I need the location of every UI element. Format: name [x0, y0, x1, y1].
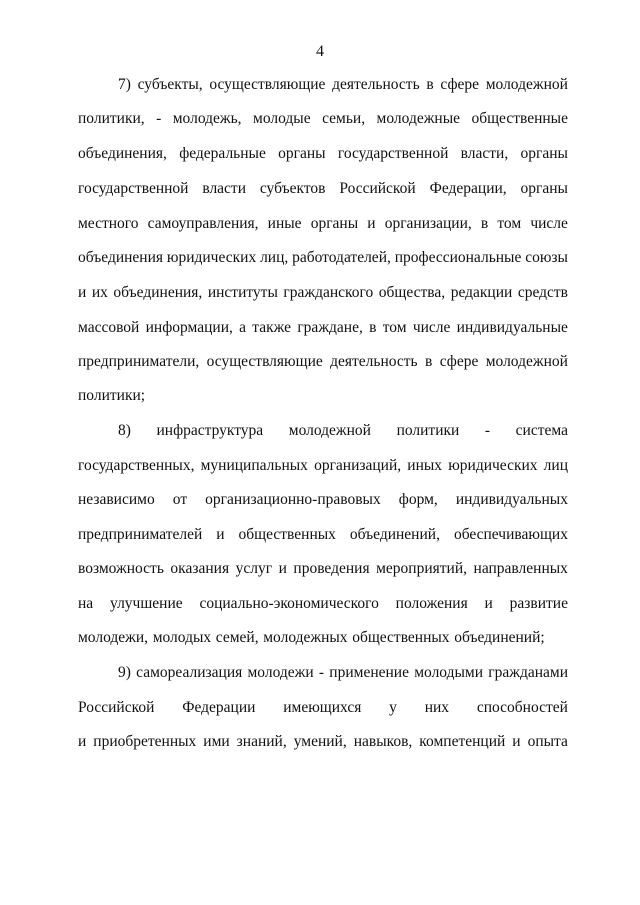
word: в: [425, 353, 433, 370]
word: молодыми: [414, 664, 484, 681]
word: и: [78, 733, 87, 750]
word: оказания: [170, 560, 230, 577]
word: также: [252, 319, 292, 336]
word: имеющихся: [283, 699, 362, 716]
word: и: [484, 595, 493, 612]
word: компетенций: [419, 733, 506, 750]
word: том: [382, 319, 407, 336]
text-line: [78, 385, 568, 407]
word: молодежной: [485, 76, 568, 93]
word: политики,: [78, 110, 145, 127]
word: осуществляющие: [206, 353, 323, 370]
word: а: [239, 319, 247, 336]
word: государственной: [337, 145, 449, 162]
word: информации,: [145, 319, 233, 336]
word: независимо: [78, 491, 155, 508]
word: положения: [395, 595, 468, 612]
word: способностей: [476, 699, 568, 716]
word: -: [484, 422, 491, 439]
word: в: [480, 215, 489, 232]
word: общества,: [378, 284, 446, 301]
word: том: [497, 215, 522, 232]
word: редакции: [450, 284, 513, 301]
word: юридических: [166, 249, 257, 266]
word: молодежи: [247, 664, 314, 681]
word: мероприятий,: [376, 560, 468, 577]
word: 9): [118, 664, 131, 681]
word: развитие: [509, 595, 568, 612]
word: Федерации,: [429, 180, 507, 197]
word: профессиональные: [394, 249, 522, 266]
text-line: [78, 213, 568, 235]
text-line: [78, 489, 568, 511]
word: местного: [78, 215, 139, 232]
word: молодежные: [376, 110, 461, 127]
word: граждане,: [297, 319, 363, 336]
word: гражданами: [488, 664, 568, 681]
word: и: [367, 215, 376, 232]
word: лиц,: [260, 249, 289, 266]
word: организационно-правовых: [205, 491, 381, 508]
text-line: [118, 420, 568, 442]
text-line: [78, 178, 568, 200]
text-line: [78, 558, 568, 580]
word: в: [426, 76, 434, 93]
word: система: [515, 422, 568, 439]
word: семьи,: [322, 110, 366, 127]
word: них: [424, 699, 450, 716]
word: лиц: [543, 457, 568, 474]
word: и: [512, 733, 521, 750]
word: Федерации: [182, 699, 256, 716]
word: органы: [520, 180, 568, 197]
word: сфере: [439, 353, 479, 370]
text-line: [78, 108, 568, 130]
word: в: [369, 319, 377, 336]
word: возможность: [78, 560, 164, 577]
text-line: [78, 455, 568, 477]
text-line: [78, 143, 568, 165]
word: юридических: [448, 457, 538, 474]
word: общественных: [238, 526, 336, 543]
word: умений,: [293, 733, 347, 750]
word: федеральные: [179, 145, 266, 162]
word: институты: [207, 284, 278, 301]
word: молодежной: [485, 353, 568, 370]
word: организации,: [384, 215, 472, 232]
word: молодежи,: [78, 629, 149, 646]
word: предпринимателей: [78, 526, 203, 543]
text-line: [78, 524, 568, 546]
word: иные: [267, 215, 302, 232]
word: и: [278, 560, 287, 577]
word: органы: [520, 145, 568, 162]
word: 8): [118, 422, 131, 439]
word: самореализация: [136, 664, 243, 681]
word: на: [78, 595, 94, 612]
text-line: [118, 662, 568, 684]
word: предприниматели,: [78, 353, 200, 370]
text-line: [78, 351, 568, 373]
word: Российской: [339, 180, 416, 197]
word: форм,: [398, 491, 438, 508]
word: организаций,: [314, 457, 402, 474]
word: приобретенных: [93, 733, 197, 750]
text-line: [118, 74, 568, 96]
word: власти,: [460, 145, 509, 162]
word: гражданского: [283, 284, 374, 301]
word: деятельность: [332, 76, 420, 93]
word: субъектов: [259, 180, 326, 197]
word: самоуправления,: [147, 215, 259, 232]
word: политики: [396, 422, 460, 439]
word: молодежь,: [172, 110, 242, 127]
word: числе: [530, 215, 568, 232]
word: молодежной: [288, 422, 371, 439]
word: органы: [310, 215, 359, 232]
text-line: [78, 593, 568, 615]
word: органы: [278, 145, 326, 162]
word: 7): [118, 76, 131, 93]
word: и: [216, 526, 225, 543]
word: у: [389, 699, 397, 716]
word: союзы: [525, 249, 568, 266]
word: общественные: [471, 110, 568, 127]
word: проведения: [293, 560, 370, 577]
text-line: [78, 697, 568, 719]
word: навыков,: [353, 733, 413, 750]
word: объединения: [78, 249, 164, 266]
word: применение: [329, 664, 409, 681]
word: числе: [412, 319, 451, 336]
word: семей,: [215, 629, 259, 646]
word: государственной: [78, 180, 189, 197]
text-line: [78, 317, 568, 339]
word: осуществляющие: [209, 76, 326, 93]
word: объединения,: [113, 284, 203, 301]
word: ими: [203, 733, 230, 750]
word: социально-экономического: [199, 595, 379, 612]
word: молодежных: [263, 629, 348, 646]
word: политики;: [78, 387, 146, 404]
word: -: [156, 110, 162, 127]
word: молодые: [253, 110, 311, 127]
word: работодателей,: [292, 249, 391, 266]
word: опыта: [527, 733, 568, 750]
word: направленных: [473, 560, 568, 577]
word: власти: [202, 180, 247, 197]
word: услуг: [235, 560, 273, 577]
word: Российской: [78, 699, 155, 716]
word: инфраструктура: [156, 422, 264, 439]
word: и: [78, 284, 87, 301]
word: их: [91, 284, 108, 301]
word: молодых: [152, 629, 212, 646]
word: сфере: [440, 76, 480, 93]
word: объединения,: [78, 145, 167, 162]
word: от: [172, 491, 188, 508]
word: индивидуальных: [455, 491, 568, 508]
word: государственных,: [78, 457, 195, 474]
text-line: [78, 627, 568, 649]
word: массовой: [78, 319, 140, 336]
page-number: 4: [316, 43, 324, 60]
word: обеспечивающих: [453, 526, 568, 543]
word: объединений,: [349, 526, 440, 543]
word: средств: [517, 284, 568, 301]
text-line: [78, 247, 568, 269]
word: муниципальных: [200, 457, 308, 474]
word: объединений;: [454, 629, 545, 646]
word: деятельность: [330, 353, 418, 370]
word: -: [318, 664, 325, 681]
text-line: [78, 282, 568, 304]
word: индивидуальные: [456, 319, 568, 336]
word: иных: [407, 457, 443, 474]
word: улучшение: [110, 595, 183, 612]
word: субъекты,: [137, 76, 203, 93]
word: знаний,: [236, 733, 287, 750]
word: общественных: [352, 629, 450, 646]
text-line: [78, 731, 568, 753]
